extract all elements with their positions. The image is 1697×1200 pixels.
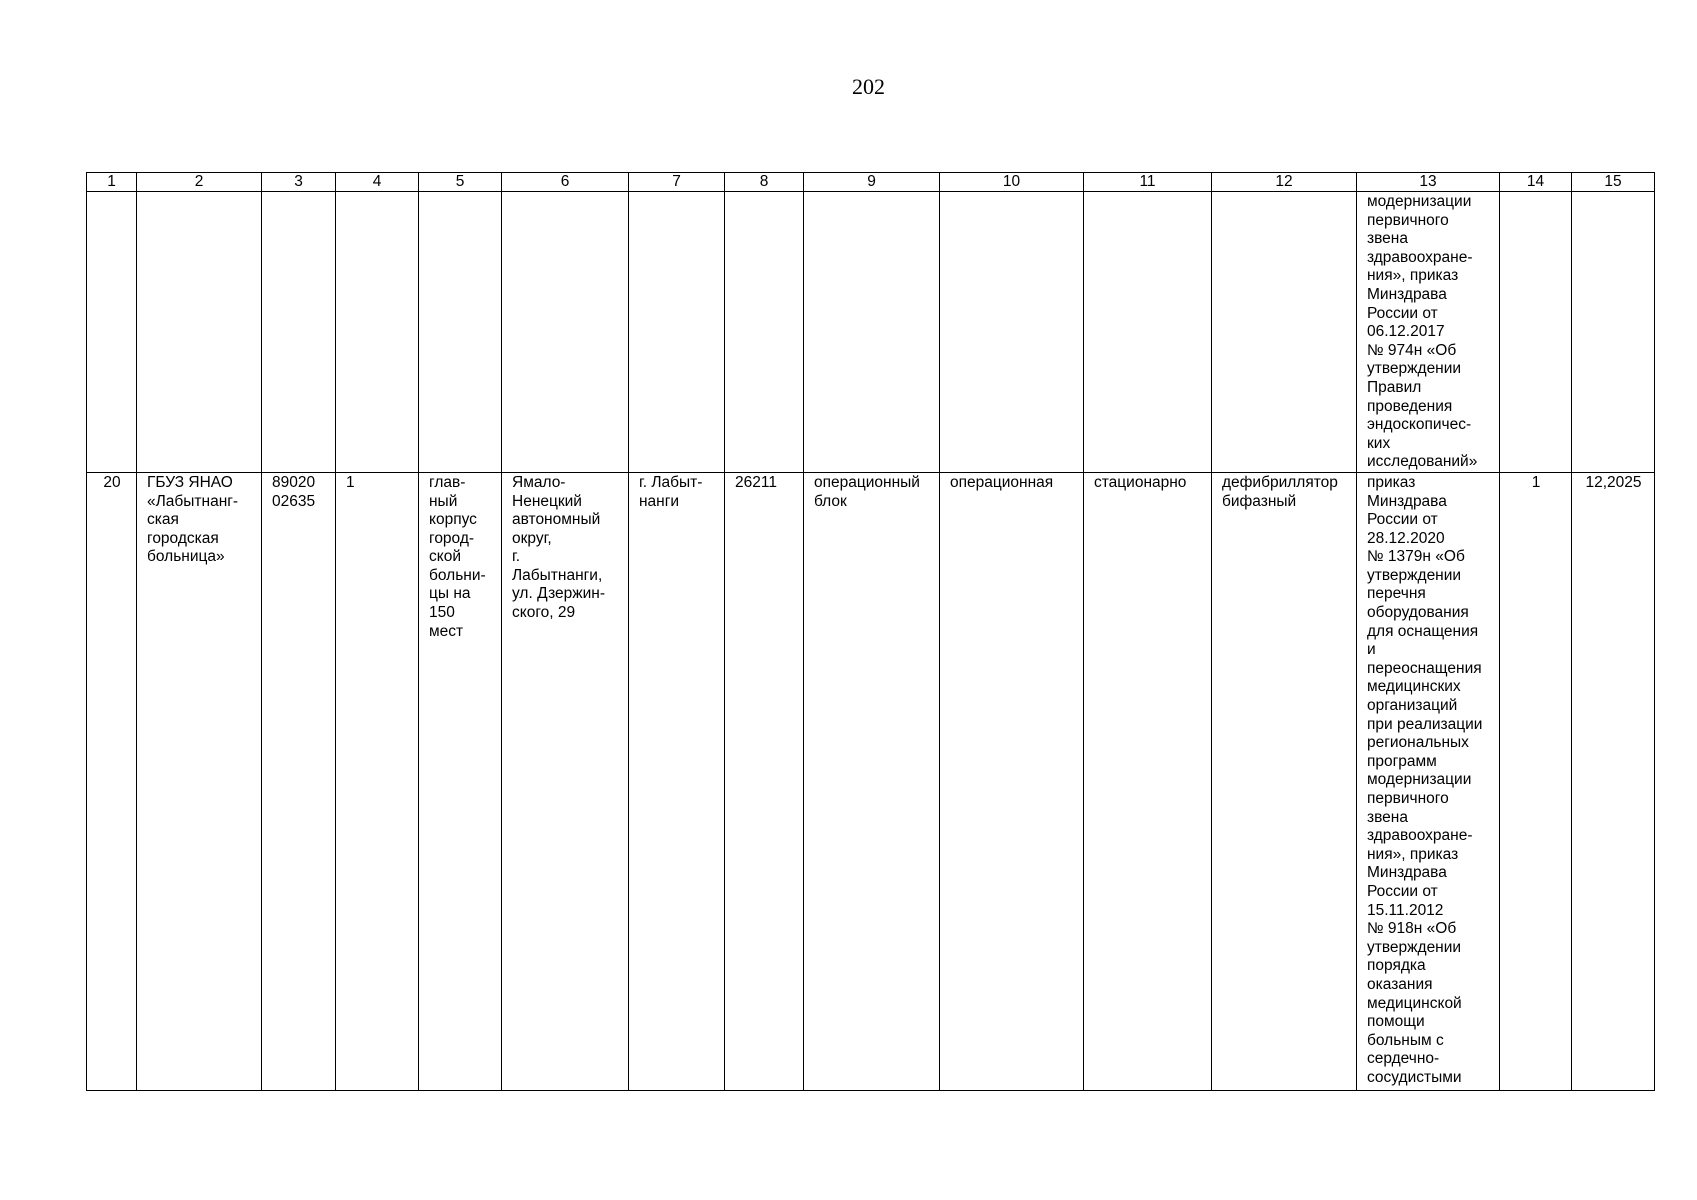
cell-text-line: цы на (429, 585, 471, 603)
column-header-5: 5 (419, 173, 502, 192)
cell-text-line: помощи (1367, 1013, 1425, 1031)
cell-text-line: № 1379н «Об (1367, 548, 1465, 566)
column-header-3: 3 (262, 173, 336, 192)
cell-text-line: Минздрава (1367, 864, 1447, 882)
cell (804, 192, 940, 473)
cell-text-line: утверждении (1367, 938, 1462, 956)
cell-text-line: утверждении (1367, 566, 1462, 584)
cell-text-line: 26211 (735, 473, 777, 491)
cell-text-line: эндоскопичес- (1367, 416, 1472, 434)
cell-text-line: округ, (512, 529, 552, 547)
cell-text-line: приказ (1367, 473, 1416, 491)
cell-building (419, 472, 502, 1090)
cell-text-line: программ (1367, 752, 1437, 770)
cell-text-line: оборудования (1367, 604, 1469, 622)
cell-text-line: нанги (639, 492, 680, 510)
cell-inn (262, 472, 336, 1090)
cell-text-line: ный (429, 492, 458, 510)
cell-legal-basis-continued (1357, 192, 1500, 473)
table-row-20 (87, 472, 1655, 1090)
cell-text-line: городская (147, 529, 219, 547)
cell (87, 192, 137, 473)
cell-text-line: 15.11.2012 (1367, 901, 1444, 919)
cell-text-line: стационарно (1094, 473, 1187, 491)
cell-text-line: 150 (429, 604, 455, 622)
cell-deadline (1572, 472, 1655, 1090)
cell-text-line: ской (429, 548, 461, 566)
cell-text-line: России от (1367, 511, 1438, 529)
column-header-2: 2 (137, 173, 262, 192)
cell-text-line: перечня (1367, 585, 1426, 603)
cell-text-line: Ненецкий (512, 492, 582, 510)
cell-text-line: организаций (1367, 697, 1458, 715)
cell-text-line: России от (1367, 882, 1438, 900)
cell-text-line: первичного (1367, 790, 1449, 807)
column-header-11: 11 (1084, 173, 1212, 192)
cell-text-line: медицинской (1367, 994, 1462, 1012)
cell-text-line: город- (429, 529, 475, 547)
cell-text-line: медицинских (1367, 678, 1461, 696)
cell-text-line: 06.12.2017 (1367, 323, 1445, 341)
cell (1500, 192, 1572, 473)
cell-text-line: больни- (429, 566, 486, 584)
cell (629, 192, 725, 473)
cell-text-line: порядка (1367, 957, 1426, 975)
cell-equipment (1212, 472, 1357, 1090)
cell-text-line: г. (512, 548, 521, 566)
cell-text-line: утверждении (1367, 360, 1462, 378)
column-header-9: 9 (804, 173, 940, 192)
cell-text-line: оказания (1367, 975, 1433, 993)
column-header-6: 6 (502, 173, 629, 192)
page-number: 202 (852, 74, 885, 99)
cell-text-line: глав- (429, 473, 466, 491)
cell-text-line: бифазный (1222, 492, 1297, 510)
cell-text-line: Правил (1367, 378, 1422, 396)
column-header-14: 14 (1500, 173, 1572, 192)
cell-text-line: ких (1367, 434, 1391, 452)
cell-code (725, 472, 804, 1090)
cell-text-line: Минздрава (1367, 492, 1447, 510)
cell-text-line: дефибриллятор (1222, 473, 1338, 491)
column-header-1: 1 (87, 173, 137, 192)
cell-text-line: 12,2025 (1585, 473, 1642, 491)
cell-col4 (336, 472, 419, 1090)
cell-text-line: Минздрава (1367, 285, 1447, 303)
cell-text-line: проведения (1367, 397, 1453, 415)
cell-text-line: 02635 (272, 492, 316, 510)
cell-text-line: 89020 (272, 473, 316, 491)
cell-text-line: при реализации (1367, 715, 1483, 733)
cell-quantity (1500, 472, 1572, 1090)
cell-text-line: корпус (429, 511, 477, 529)
cell-text-line: операционная (950, 473, 1054, 491)
cell-text-line: 20 (103, 473, 121, 491)
cell-text-line: региональных (1367, 734, 1469, 752)
cell (1084, 192, 1212, 473)
cell-row-number (87, 472, 137, 1090)
cell-text-line: исследований» (1367, 453, 1478, 471)
cell-text-line: 1 (346, 473, 355, 491)
column-header-15: 15 (1572, 173, 1655, 192)
cell-text-line: модернизации (1367, 771, 1472, 789)
cell (1572, 192, 1655, 473)
cell-text-line: ГБУЗ ЯНАО (147, 473, 233, 491)
cell (262, 192, 336, 473)
cell-address (502, 472, 629, 1090)
table-row-continuation (87, 192, 1655, 473)
cell-text-line: ского, 29 (512, 604, 576, 622)
cell-text-line: 28.12.2020 (1367, 529, 1445, 547)
cell (1212, 192, 1357, 473)
cell (336, 192, 419, 473)
cell-text-line: операционный (814, 473, 920, 491)
cell-text-line: Ямало- (512, 473, 566, 491)
equipment-table (86, 172, 1655, 1091)
cell-text-line: Лабытнанги, (512, 566, 603, 584)
cell-text-line: и (1367, 641, 1376, 659)
cell-text-line: ния», приказ (1367, 845, 1459, 863)
cell-legal-basis (1357, 472, 1500, 1090)
cell-text-line: 1 (1531, 473, 1541, 491)
cell-text-line: ская (147, 511, 179, 529)
cell-text-line: ния», приказ (1367, 267, 1459, 285)
cell-text-line: № 974н «Об (1367, 341, 1457, 359)
header-row (87, 173, 1655, 192)
cell-organization (137, 472, 262, 1090)
cell-text-line: модернизации (1367, 193, 1472, 210)
cell-room (940, 472, 1084, 1090)
cell-text-line: первичного (1367, 211, 1449, 229)
cell-text-line: здравоохране- (1367, 827, 1473, 845)
cell-text-line: больным с (1367, 1031, 1444, 1049)
column-header-7: 7 (629, 173, 725, 192)
cell-text-line: сердечно- (1367, 1050, 1440, 1068)
cell (940, 192, 1084, 473)
cell-text-line: ул. Дзержин- (512, 585, 605, 603)
cell-text-line: больница» (147, 548, 225, 566)
cell (419, 192, 502, 473)
cell-text-line: сосудистыми (1367, 1068, 1462, 1086)
cell-text-line: звена (1367, 808, 1408, 826)
cell-text-line: г. Лабыт- (639, 473, 703, 491)
cell-text-line: здравоохране- (1367, 248, 1473, 266)
cell-care-type (1084, 472, 1212, 1090)
column-header-12: 12 (1212, 173, 1357, 192)
cell (725, 192, 804, 473)
cell-text-line: автономный (512, 511, 601, 529)
column-header-13: 13 (1357, 173, 1500, 192)
column-header-8: 8 (725, 173, 804, 192)
cell-city (629, 472, 725, 1090)
cell-text-line: переоснащения (1367, 659, 1482, 677)
cell-text-line: для оснащения (1367, 622, 1479, 640)
cell (137, 192, 262, 473)
cell-text-line: России от (1367, 304, 1438, 322)
cell-text-line: «Лабытнанг- (147, 492, 239, 510)
cell-text-line: звена (1367, 230, 1408, 248)
cell-department (804, 472, 940, 1090)
cell-text-line: № 918н «Об (1367, 920, 1457, 938)
cell-text-line: мест (429, 622, 464, 640)
column-header-10: 10 (940, 173, 1084, 192)
column-header-4: 4 (336, 173, 419, 192)
cell-text-line: блок (814, 492, 847, 510)
cell (502, 192, 629, 473)
